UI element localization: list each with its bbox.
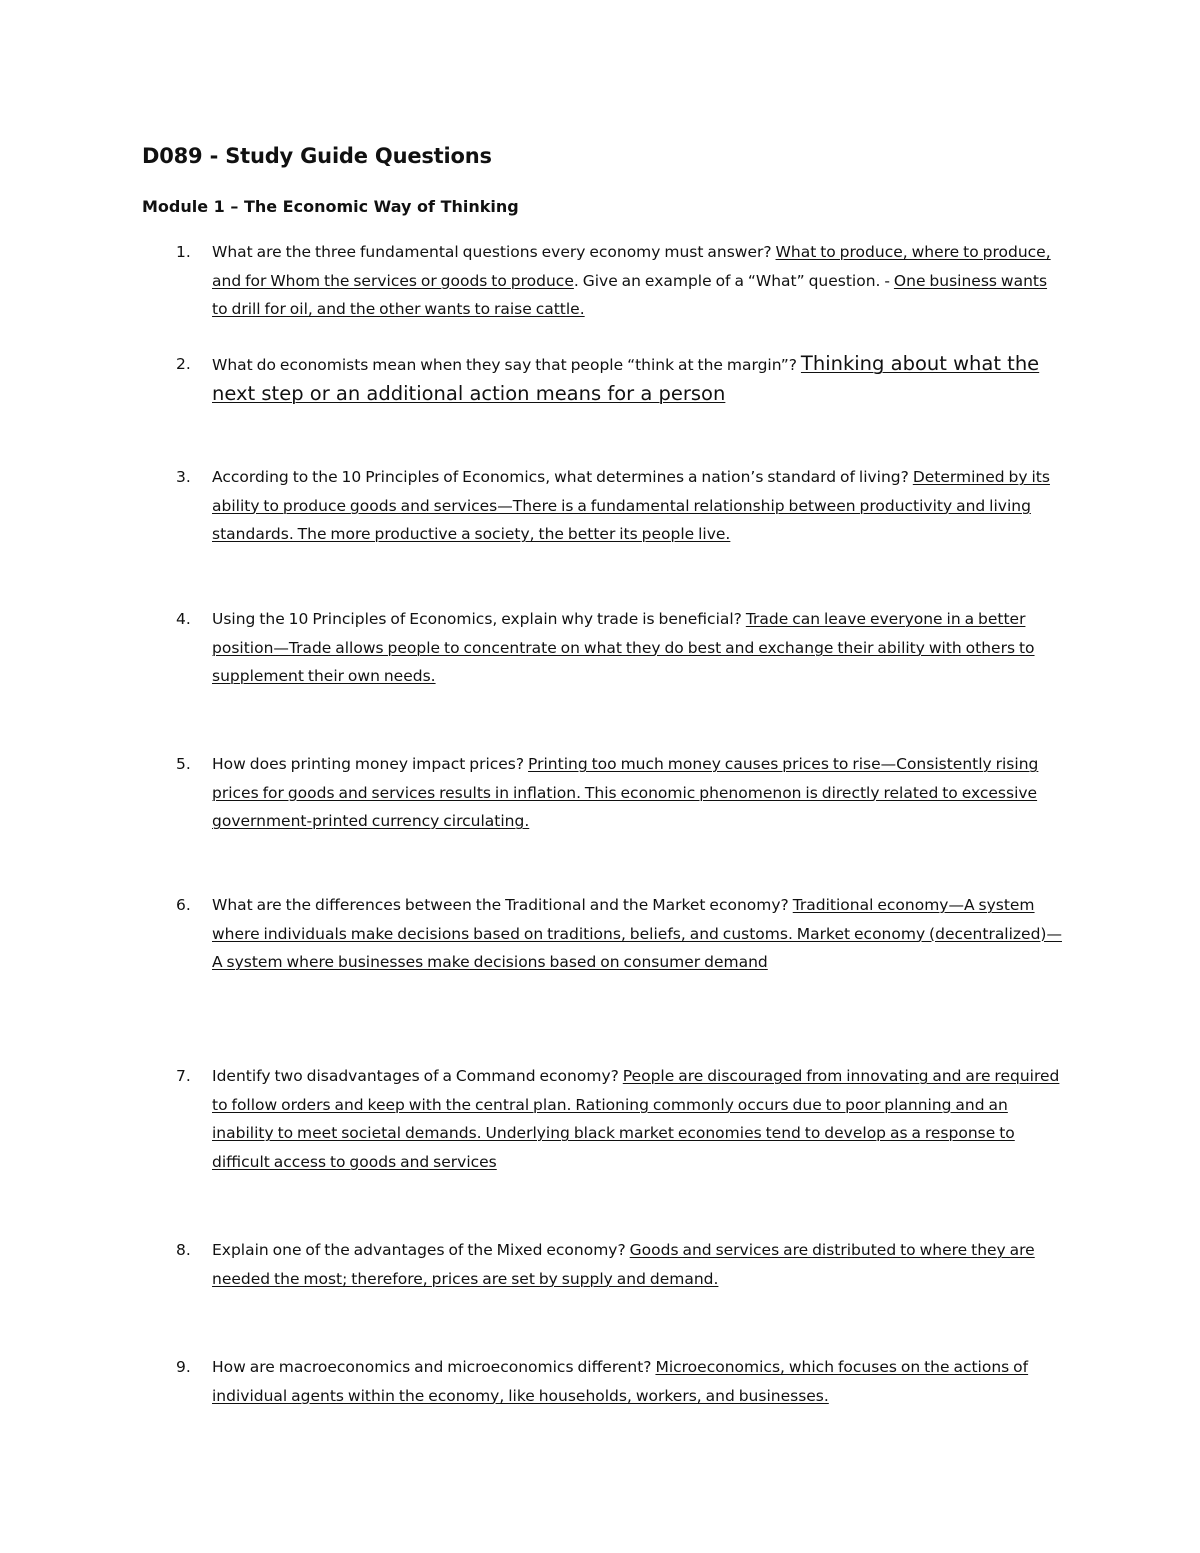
answer-text: Microeconomics, which focuses on the actions of individual agents within the economy, like households, workers, and businesses.	[212, 1358, 1029, 1405]
answer-text: Printing too much money causes prices to rise—Consistently rising prices for goods and services results in inflation. This economic phenomenon is directly related to excessive government-printed currency circulating.	[212, 755, 1039, 830]
answer-text: What to produce, where to produce, and for Whom the services or goods to produce	[212, 243, 1051, 290]
question-text: How does printing money impact prices?	[212, 755, 525, 773]
question-text: What are the differences between the Traditional and the Market economy?	[212, 896, 789, 914]
question-text: Identify two disadvantages of a Command economy?	[212, 1067, 619, 1085]
question-text: According to the 10 Principles of Economics, what determines a nation’s standard of living?	[212, 468, 909, 486]
question-body	[212, 463, 1072, 549]
question-number: 2.	[176, 355, 191, 373]
question-body	[212, 350, 1062, 409]
question-text: Using the 10 Principles of Economics, explain why trade is beneficial?	[212, 610, 742, 628]
question-text: What do economists mean when they say that people “think at the margin”?	[212, 356, 797, 374]
answer-text: Goods and services are distributed to where they are needed the most; therefore, prices are set by supply and demand.	[212, 1241, 1035, 1288]
question-number: 4.	[176, 610, 191, 628]
question-body	[212, 605, 1072, 691]
question-number: 5.	[176, 755, 191, 773]
answer-text: Thinking about what the next step or an additional action means for a person	[212, 352, 1040, 405]
question-body	[212, 891, 1072, 977]
question-text: Explain one of the advantages of the Mixed economy?	[212, 1241, 626, 1259]
question-number: 9.	[176, 1358, 191, 1376]
question-number: 3.	[176, 468, 191, 486]
answer-text: Trade can leave everyone in a better position—Trade allows people to concentrate on what they do best and exchange their ability with others to supplement their own needs.	[212, 610, 1035, 685]
followup-answer-text: One business wants to drill for oil, and the other wants to raise cattle.	[212, 271, 1048, 318]
question-text: How are macroeconomics and microeconomics different?	[212, 1358, 652, 1376]
module-heading: Module 1 – The Economic Way of Thinking	[142, 197, 519, 216]
document-title: D089 - Study Guide Questions	[142, 144, 492, 168]
question-number: 8.	[176, 1241, 191, 1259]
answer-text: People are discouraged from innovating and are required to follow orders and keep with the central plan. Rationing commonly occurs due to poor planning and an inability to meet societal demands. Underlying black market economies tend to develop as a response to difficult access to goods and services	[212, 1067, 1060, 1171]
answer-text: Traditional economy—A system where individuals make decisions based on traditions, beliefs, and customs. Market economy (decentralized)—A system where businesses make decisions based on consumer demand	[212, 896, 1062, 971]
question-body	[212, 238, 1052, 324]
question-body	[212, 1062, 1072, 1176]
question-text: What are the three fundamental questions every economy must answer?	[212, 243, 772, 261]
question-number: 1.	[176, 243, 191, 261]
answer-text: Determined by its ability to produce goods and services—There is a fundamental relationship between productivity and living standards. The more productive a society, the better its people live.	[212, 468, 1050, 543]
question-followup: . Give an example of a “What” question. -	[573, 271, 894, 290]
question-body	[212, 1236, 1072, 1293]
question-number: 6.	[176, 896, 191, 914]
question-number: 7.	[176, 1067, 191, 1085]
question-body	[212, 1353, 1072, 1410]
question-body	[212, 750, 1072, 836]
